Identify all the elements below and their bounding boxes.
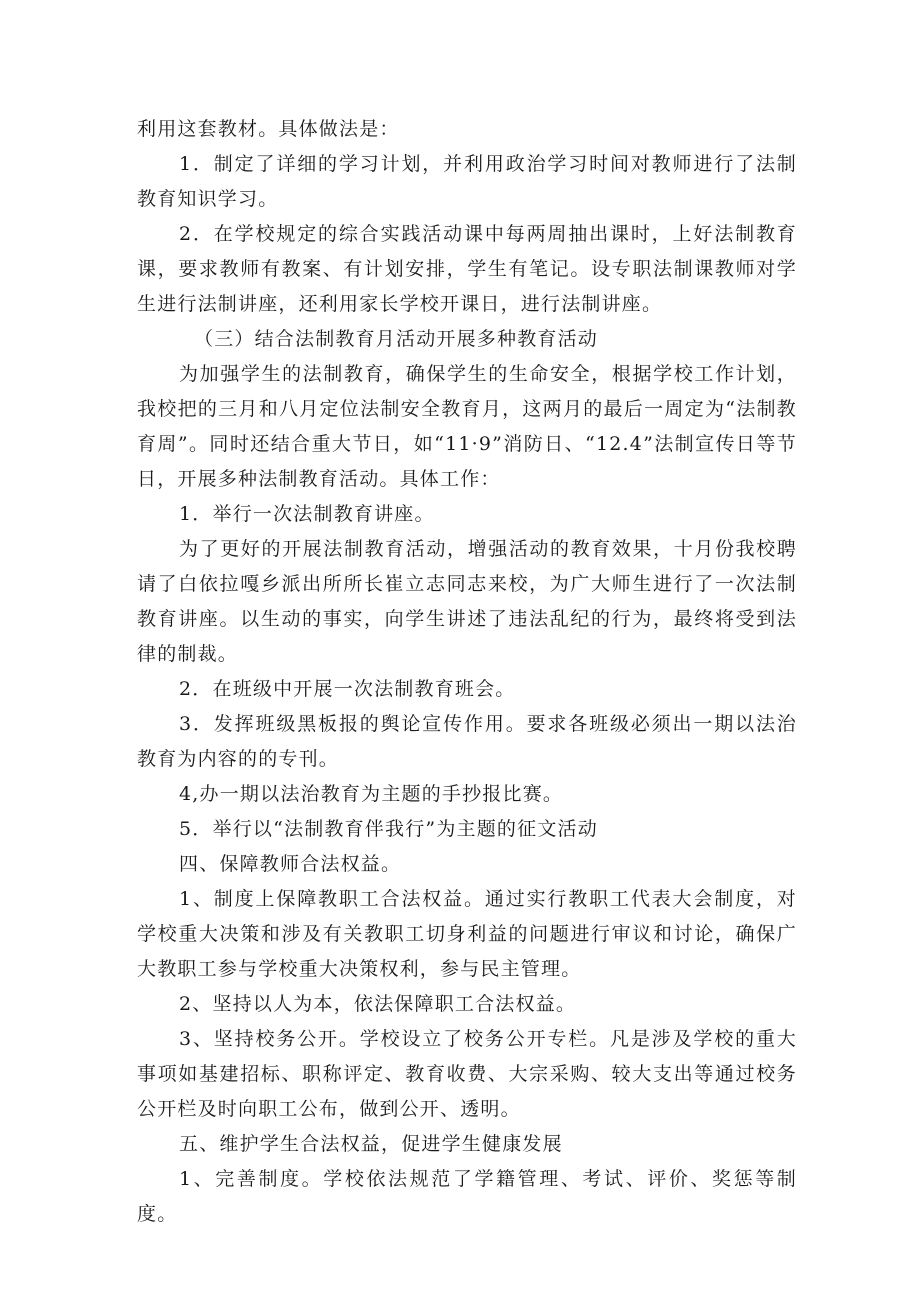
section-heading-3: （三）结合法制教育月活动开展多种教育活动 [194, 328, 599, 350]
list-item-handwritten-paper: 4,办一期以法治教育为主题的手抄报比赛。 [179, 783, 564, 805]
list-item-1: 1．制定了详细的学习计划，并利用政治学习时间对教师进行了法制教育知识学习。 [137, 153, 797, 210]
section-heading-4: 四、保障教师合法权益。 [179, 853, 402, 875]
paragraph-continuation: 利用这套教材。具体做法是： [137, 118, 400, 140]
document-body [137, 112, 797, 1232]
list-item-class-meeting: 2．在班级中开展一次法制教育班会。 [179, 678, 516, 700]
paragraph-lecture-details: 为了更好的开展法制教育活动，增强活动的教育效果，十月份我校聘请了白依拉嘎乡派出所所长崔立志同志来校，为广大师生进行了一次法制教育讲座。以生动的事实，向学生讲述了违法乱纪的行为，最终将受到法律的制裁。 [137, 538, 797, 665]
list-item-2: 2．在学校规定的综合实践活动课中每两周抽出课时，上好法制教育课，要求教师有教案、有计划安排，学生有笔记。设专职法制课教师对学生进行法制讲座，还利用家长学校开课日，进行法制讲座。 [137, 223, 797, 315]
list-item-lecture: 1．举行一次法制教育讲座。 [179, 503, 435, 525]
section-heading-5: 五、维护学生合法权益，促进学生健康发展 [179, 1133, 563, 1155]
paragraph-staff-rights-2: 2、坚持以人为本，依法保障职工合法权益。 [179, 993, 577, 1015]
list-item-blackboard: 3．发挥班级黑板报的舆论宣传作用。要求各班级必须出一期以法治教育为内容的的专刊。 [137, 713, 797, 770]
paragraph-intro: 为加强学生的法制教育，确保学生的生命安全，根据学校工作计划，我校把的三月和八月定位法制安全教育月，这两月的最后一周定为“法制教育周”。同时还结合重大节日，如“11·9”消防日、“12.4”法制宣传日等节日，开展多种法制教育活动。具体工作： [137, 363, 797, 490]
paragraph-staff-rights-3: 3、坚持校务公开。学校设立了校务公开专栏。凡是涉及学校的重大事项如基建招标、职称评定、教育收费、大宗采购、较大支出等通过校务公开栏及时向职工公布，做到公开、透明。 [137, 1028, 797, 1120]
paragraph-staff-rights-1: 1、制度上保障教职工合法权益。通过实行教职工代表大会制度，对学校重大决策和涉及有关教职工切身利益的问题进行审议和讨论，确保广大教职工参与学校重大决策权利，参与民主管理。 [137, 888, 797, 980]
list-item-essay: 5．举行以“法制教育伴我行”为主题的征文活动 [179, 818, 598, 840]
paragraph-student-rights-1: 1、完善制度。学校依法规范了学籍管理、考试、评价、奖惩等制度。 [137, 1168, 797, 1225]
